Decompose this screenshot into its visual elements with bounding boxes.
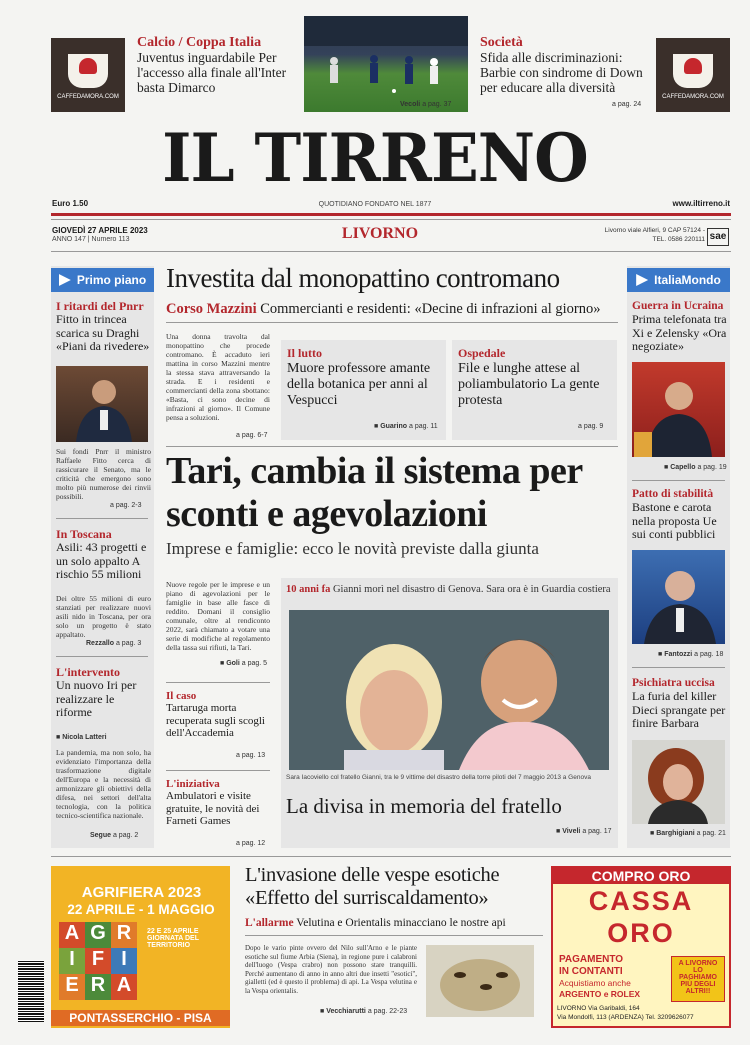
agrifiera-letters: A G R I F I E R A: [59, 922, 139, 1000]
asili-story[interactable]: [56, 528, 152, 582]
iri-body: La pandemia, ma non solo, ha evidenziato l'importanza della trasformazione digitale dell'Europa e la necessità di armonizzare gli obiettivi della difesa, nei settori dell'alta tecnologia, con la politica tecnico-scientifica nazionale.: [56, 748, 151, 820]
society-text: Sfida alle discriminazioni: Barbie con sindrome di Down per educare alla diversità: [480, 50, 643, 95]
pnrr-kicker: I ritardi del Pnrr: [56, 299, 144, 313]
coffee-cup-icon: [68, 54, 108, 88]
arrow-icon: [59, 274, 71, 286]
masthead-title[interactable]: IL TIRRENO: [162, 119, 588, 197]
tari-ref: ■ Goli a pag. 5: [220, 660, 268, 667]
cassa-brand: CASSA: [588, 886, 694, 916]
pnrr-title: Fitto in trincea scarica su Draghi «Piani da rivedere»: [56, 312, 150, 353]
main-headline[interactable]: Investita dal monopattino contromano: [166, 263, 560, 293]
caffe-damora-logo-left[interactable]: CAFFEDAMORA.COM: [51, 38, 125, 112]
wasp-photo: [426, 945, 534, 1017]
arrow-icon: [636, 274, 648, 286]
siblings-photo: [289, 610, 609, 770]
website[interactable]: www.iltirreno.it: [672, 199, 730, 208]
ad-line3: Acquistiamo anche: [559, 978, 631, 988]
address: Livorno viale Alfieri, 9 CAP 57124 - TEL. 0586 220111: [604, 227, 705, 243]
monopattino-body: Una donna travolta dal monopattino che procede contromano. È accaduto ieri mattina in corso Mazzini mentre la stessa stava attraversando la strada. E i residenti e commercianti della zona sbottano: «Basta, ci sono decine di infrazioni al giorno». Il Comune pensa a soluzioni.: [166, 332, 270, 422]
tari-body: Nuove regole per le imprese e un piano di agevolazioni per le famiglie in base alle fasce di reddito. Domani il consiglio comunale, oltre al rendiconto 2022, sarà chiamato a votare una serie di modifiche al regolamento della tassa sui rifiuti, la Tari.: [166, 580, 270, 652]
xi-photo: [632, 362, 725, 457]
sport-kicker: Calcio / Coppa Italia: [137, 35, 262, 50]
soccer-photo: [304, 16, 468, 112]
iri-author: ■ Nicola Latteri: [56, 734, 107, 741]
society-ref: a pag. 24: [612, 101, 642, 108]
iniziativa-story[interactable]: L'iniziativa Ambulatori e visite gratuite, le novità dei Farneti Games: [166, 778, 260, 827]
lutto-box[interactable]: Il lutto Muore professore amante della botanica per anni al Vespucci: [281, 340, 446, 440]
compro-oro-label: COMPRO ORO: [553, 868, 729, 884]
cassa-oro-ad[interactable]: [551, 866, 731, 1028]
wasp-nest-image: [426, 945, 534, 1017]
ad-addr2: Via Mondolfi, 113 (ARDENZA) Tel. 3209626077: [557, 1014, 694, 1021]
photo-story-title: La divisa in memoria del fratello: [286, 794, 562, 818]
fitto-photo: [56, 366, 148, 442]
gentiloni-photo: [632, 550, 725, 644]
sport-teaser[interactable]: [137, 35, 302, 115]
coffee-cup-icon: [673, 54, 713, 88]
founded-note: QUOTIDIANO FONDATO NEL 1877: [318, 201, 432, 208]
pnrr-story[interactable]: [56, 300, 151, 354]
monopattino-ref: a pag. 6-7: [236, 432, 268, 439]
vespe-body: Dopo le vario pinte ovvero del Nilo sull'Arno e le piante esotiche sul fiume Arbia (Siena), in regione pure i calabroni dell'luogo (Vespa crabro) non possono stare tranquilli. Perché aumentano di anno in anno altri due insetti "esotici", gialletti (ed è questo il problema) di api. La Vespa velutina e la Vespa orientalis.: [245, 944, 417, 995]
oro-brand: ORO: [607, 918, 675, 948]
asili-ref: Rezzallo a pag. 3: [86, 640, 142, 647]
iniziativa-ref: a pag. 12: [236, 840, 266, 847]
ad-promo: A LIVORNO LO PAGHIAMO PIÙ DEGLI ALTRI!!: [671, 956, 725, 1002]
psichiatra-ref: ■ Barghigiani a pag. 21: [650, 830, 726, 837]
photo-story-ref: ■ Viveli a pag. 17: [556, 828, 612, 835]
agrifiera-title: AGRIFIERA 2023: [81, 884, 202, 901]
italiamondo-header[interactable]: ItaliaMondo: [627, 268, 730, 292]
barbara-photo: [632, 740, 725, 824]
stabilita-ref: ■ Fantozzi a pag. 18: [658, 651, 724, 658]
iri-kicker: L'intervento: [56, 665, 120, 679]
edition: LIVORNO: [341, 225, 419, 242]
vespe-sub: L'allarme Velutina e Orientalis minacciano le nostre api: [245, 917, 506, 929]
soccer-players-image: [304, 16, 468, 112]
masthead-rule: [51, 213, 731, 216]
ad-line4: ARGENTO e ROLEX: [559, 989, 641, 999]
man-in-suit-image: [56, 366, 148, 442]
caso-ref: a pag. 13: [236, 752, 266, 759]
stabilita-story[interactable]: Patto di stabilità Bastone e carota nella proposta Ue sui conti pubblici: [632, 488, 717, 541]
politician-image: [632, 362, 725, 457]
primo-piano-header[interactable]: Primo piano: [51, 268, 154, 292]
pnrr-ref: a pag. 2-3: [110, 502, 142, 509]
society-kicker: Società: [480, 35, 523, 50]
politician-image: [632, 550, 725, 644]
agrifiera-side: 22 E 25 APRILE GIORNATA DEL TERRITORIO: [147, 928, 199, 949]
iri-story[interactable]: [56, 666, 151, 720]
iri-ref: Segue a pag. 2: [90, 832, 139, 839]
caffe-damora-logo-right[interactable]: CAFFEDAMORA.COM: [656, 38, 730, 112]
ospedale-box[interactable]: Ospedale File e lunghe attese al poliambulatorio La gente protesta: [452, 340, 617, 440]
ad-addr1: LIVORNO Via Garibaldi, 164: [557, 1005, 640, 1012]
vespe-ref: ■ Vecchiarutti a pag. 22-23: [320, 1008, 408, 1015]
agrifiera-dates: 22 APRILE - 1 MAGGIO: [67, 902, 215, 917]
price: Euro 1.50: [52, 199, 89, 208]
ad-line2: IN CONTANTI: [559, 966, 623, 977]
sport-text: Juventus inguardabile Per l'accesso alla finale all'Inter basta Dimarco: [137, 50, 287, 95]
ucraina-story[interactable]: Guerra in Ucraina Prima telefonata tra Xi e Zelensky «Ora negoziate»: [632, 300, 727, 353]
tari-subheadline: Imprese e famiglie: ecco le novità previste dalla giunta: [166, 539, 539, 558]
main-subheadline: Corso Mazzini Commercianti e residenti: «Decine di infrazioni al giorno»: [166, 301, 601, 317]
lutto-ref: ■ Guarino a pag. 11: [374, 423, 438, 430]
ucraina-ref: ■ Capello a pag. 19: [664, 464, 727, 471]
agrifiera-place: PONTASSERCHIO - PISA: [51, 1010, 230, 1026]
asili-kicker: In Toscana: [56, 527, 112, 541]
sport-ref: Vecoli a pag. 37: [400, 101, 452, 108]
psichiatra-story[interactable]: Psichiatra uccisa La furia del killer Dieci sprangate per finire Barbara: [632, 677, 726, 730]
sae-logo: sae: [707, 228, 729, 246]
photo-caption: Sara Iacoviello col fratello Gianni, tra le 9 vittime del disastro della torre piloti del 7 maggio 2013 a Genova: [286, 774, 591, 781]
woman-image: [632, 740, 725, 824]
date: GIOVEDÌ 27 APRILE 2023: [52, 226, 148, 235]
caso-story[interactable]: Il caso Tartaruga morta recuperata sugli scogli dell'Accademia: [166, 690, 265, 739]
ospedale-ref: a pag. 9: [578, 423, 604, 430]
asili-title: Asili: 43 progetti e un solo appalto A rischio 55 milioni: [56, 540, 147, 581]
tari-headline[interactable]: Tari, cambia il sistema per sconti e agevolazioni: [166, 450, 583, 535]
woman-and-man-image: [289, 610, 609, 770]
iri-title: Un nuovo Iri per realizzare le riforme: [56, 678, 137, 719]
vespe-headline[interactable]: L'invasione delle vespe esotiche «Effetto del surriscaldamento»: [245, 864, 500, 909]
agrifiera-ad[interactable]: [51, 866, 230, 1028]
ad-line1: PAGAMENTO: [559, 954, 624, 965]
barcode: [18, 960, 44, 1022]
issue: ANNO 147 | Numero 113: [52, 236, 130, 243]
pnrr-body: Sui fondi Pnrr il ministro Raffaele Fitto cerca di rassicurare il Senato, ma le criticità che emergono sono molto più numerose dei rinvii possibili.: [56, 447, 151, 501]
asili-body: Dei oltre 55 milioni di euro stanziati per realizzare nuovi asili nido in Toscana, per ora solo un progetto è stato appaltato.: [56, 594, 151, 639]
photo-story-kicker: 10 anni fa Gianni morì nel disastro di Genova. Sara ora è in Guardia costiera: [286, 584, 611, 595]
